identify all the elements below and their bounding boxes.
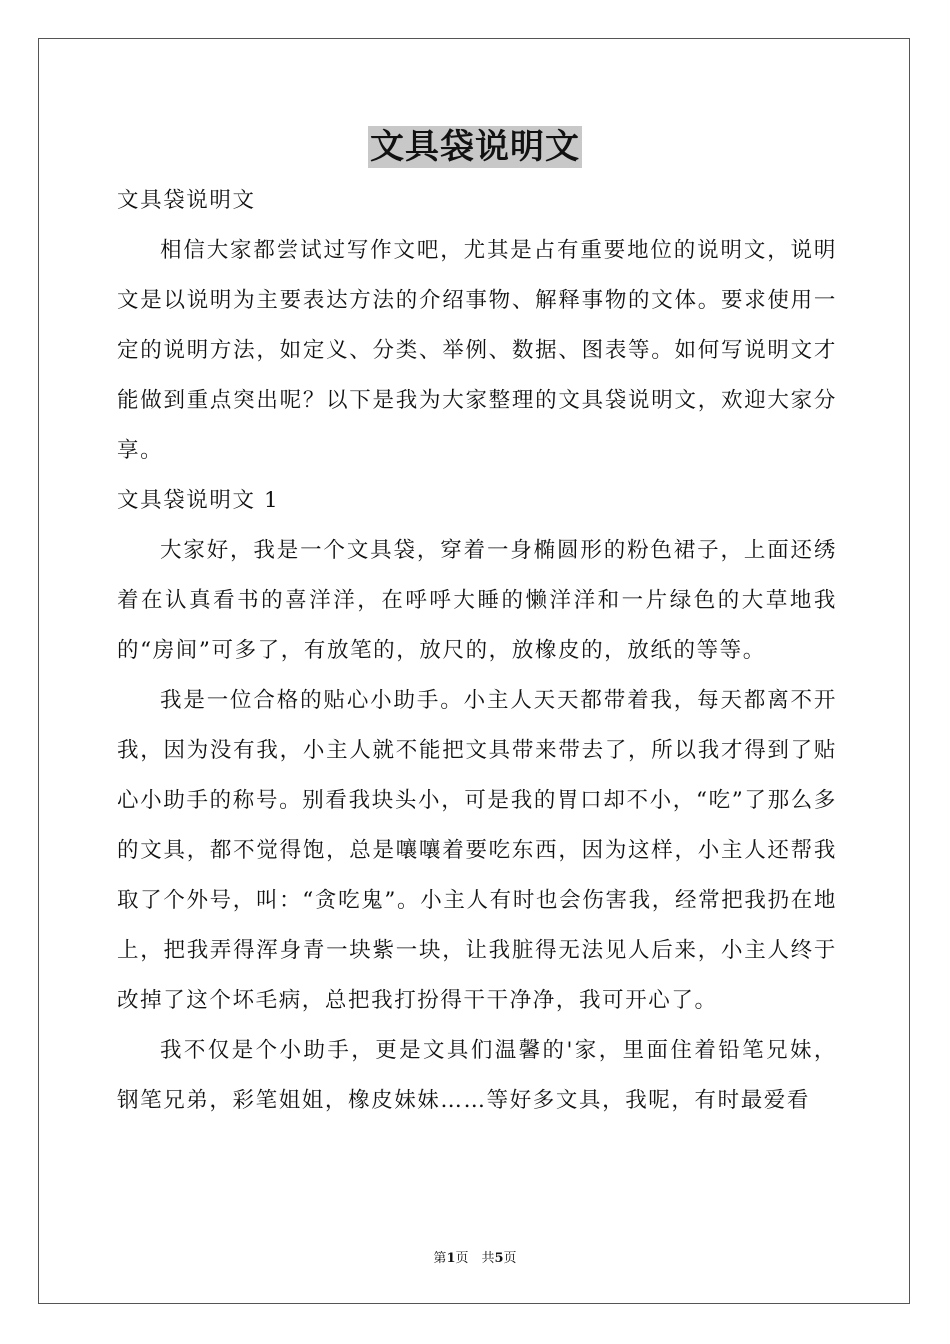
page-number-mid: 页 共 bbox=[455, 1251, 495, 1266]
title-container bbox=[0, 126, 950, 168]
document-title: 文具袋说明文 bbox=[370, 127, 580, 167]
document-subtitle: 文具袋说明文 bbox=[117, 188, 256, 213]
body-paragraph: 大家好，我是一个文具袋，穿着一身椭圆形的粉色裙子，上面还绣着在认真看书的喜洋洋，在呼呼大睡的懒洋洋和一片绿色的大草地我的“房间”可多了，有放笔的，放尺的，放橡皮的，放纸的等等。 bbox=[117, 538, 837, 663]
body-paragraph: 我不仅是个小助手，更是文具们温馨的'家，里面住着铅笔兄妹，钢笔兄弟，彩笔姐姐，橡皮妹妹……等好多文具，我呢，有时最爱看 bbox=[117, 1038, 837, 1113]
page-footer bbox=[0, 1247, 950, 1266]
document-body bbox=[117, 176, 837, 1126]
page-number-prefix: 第 bbox=[433, 1251, 447, 1266]
page-number-total: 5 bbox=[494, 1251, 504, 1266]
page-number-suffix: 页 bbox=[503, 1251, 517, 1266]
body-paragraph: 我是一位合格的贴心小助手。小主人天天都带着我，每天都离不开我，因为没有我，小主人就不能把文具带来带去了，所以我才得到了贴心小助手的称号。别看我块头小，可是我的胃口却不小，“吃”了那么多的文具，都不觉得饱，总是嚷嚷着要吃东西，因为这样，小主人还帮我取了个外号，叫：“贪吃鬼”。小主人有时也会伤害我，经常把我扔在地上，把我弄得浑身青一块紫一块，让我脏得无法见人后来，小主人终于改掉了这个坏毛病，总把我打扮得干干净净，我可开心了。 bbox=[117, 688, 837, 1013]
section-heading: 文具袋说明文 1 bbox=[117, 488, 280, 513]
intro-paragraph: 相信大家都尝试过写作文吧，尤其是占有重要地位的说明文，说明文是以说明为主要表达方法的介绍事物、解释事物的文体。要求使用一定的说明方法，如定义、分类、举例、数据、图表等。如何写说明文才能做到重点突出呢？以下是我为大家整理的文具袋说明文，欢迎大家分享。 bbox=[117, 238, 837, 463]
page-number-current: 1 bbox=[446, 1251, 456, 1266]
